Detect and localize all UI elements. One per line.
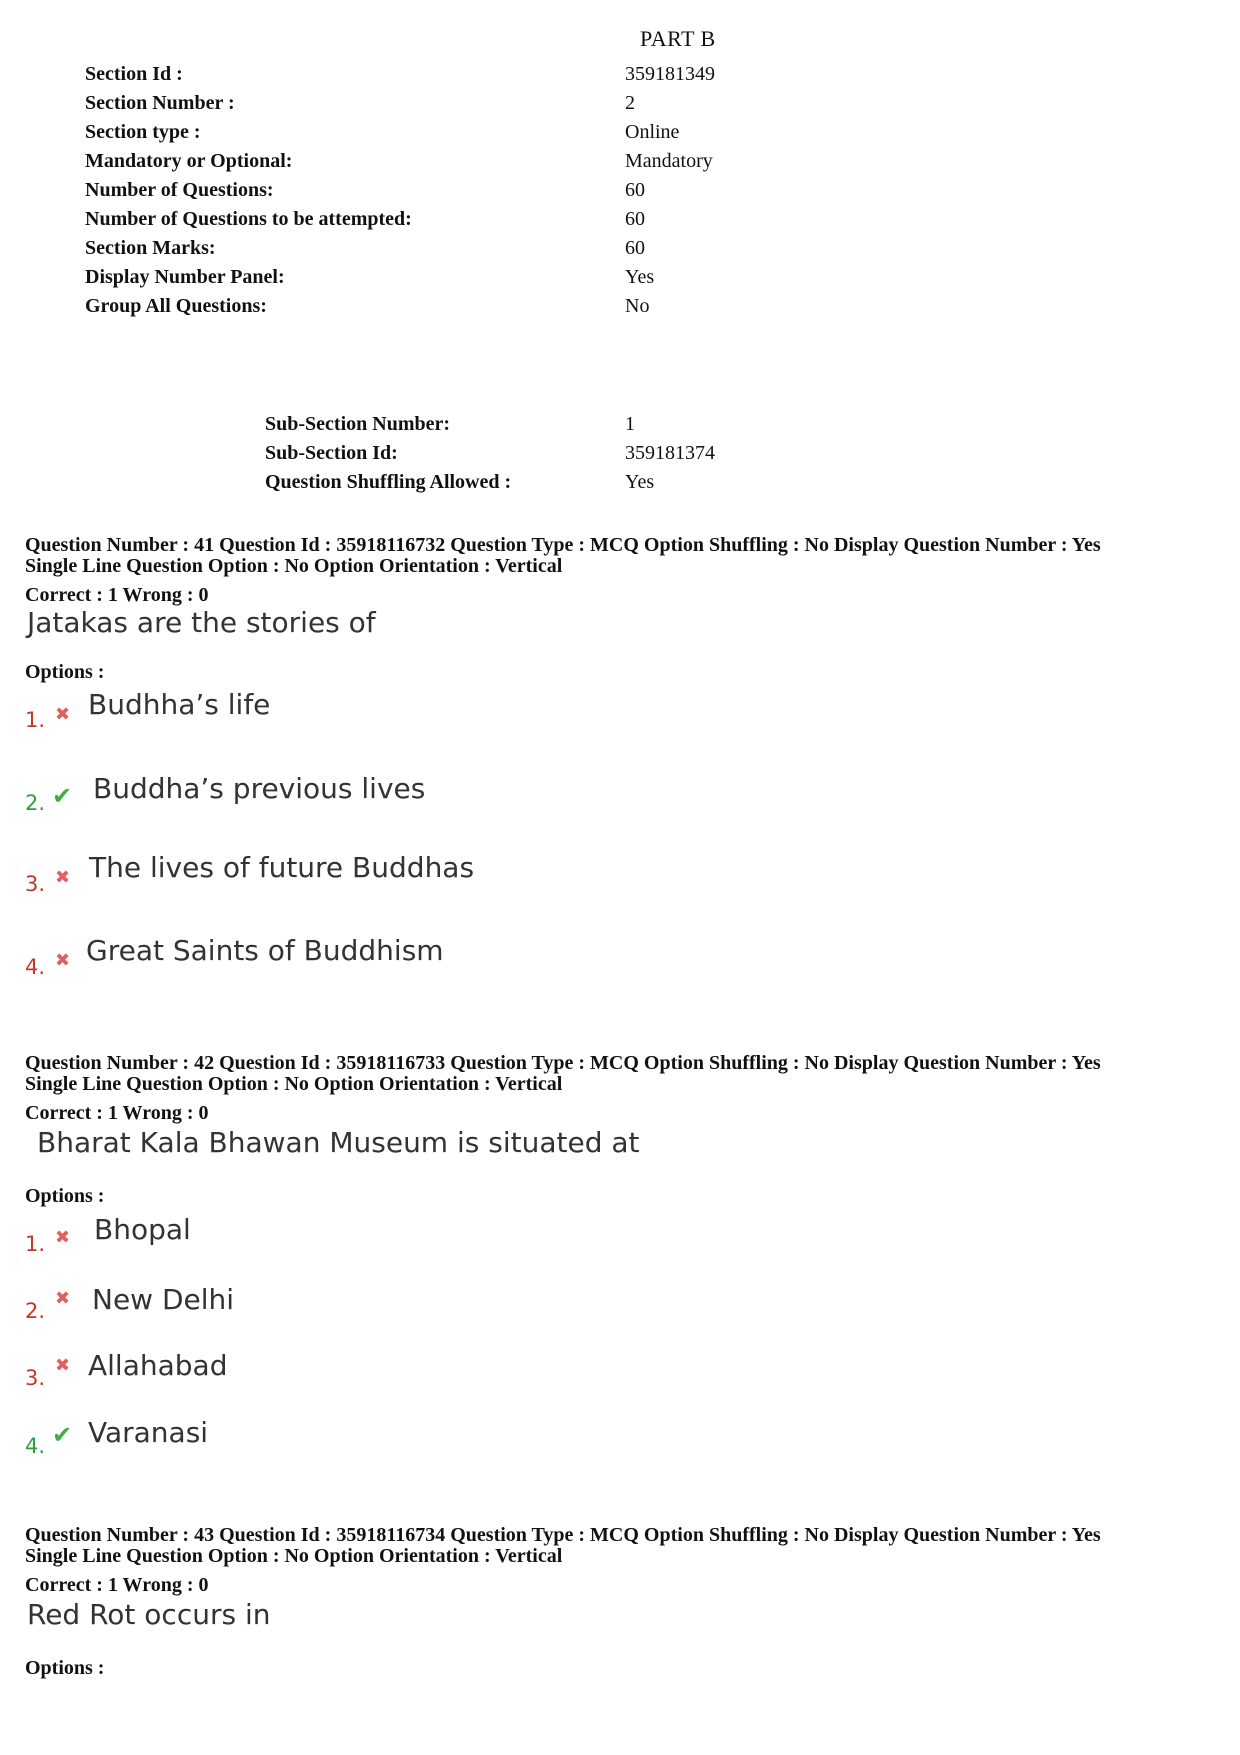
display-panel-label: Display Number Panel: xyxy=(85,266,285,288)
option-text: The lives of future Buddhas xyxy=(89,851,475,884)
question-marks: Correct : 1 Wrong : 0 xyxy=(25,1574,209,1596)
option-number: 2. xyxy=(25,791,46,815)
option-text: Allahabad xyxy=(88,1349,228,1382)
section-number-value: 2 xyxy=(625,92,635,114)
section-id-value: 359181349 xyxy=(625,63,715,85)
section-id-label: Section Id : xyxy=(85,63,183,85)
option-number: 1. xyxy=(25,708,46,732)
question-text: Jatakas are the stories of xyxy=(27,606,376,639)
option-text: Varanasi xyxy=(88,1416,209,1449)
options-label: Options : xyxy=(25,1657,105,1679)
num-questions-value: 60 xyxy=(625,179,645,201)
subsection-id-value: 359181374 xyxy=(625,442,715,464)
question-marks: Correct : 1 Wrong : 0 xyxy=(25,584,209,606)
group-questions-value: No xyxy=(625,295,650,317)
cross-icon: ✖ xyxy=(55,1355,71,1376)
subsection-number-value: 1 xyxy=(625,413,635,435)
option-number: 1. xyxy=(25,1232,46,1256)
check-icon: ✔ xyxy=(52,782,73,810)
cross-icon: ✖ xyxy=(55,1288,71,1309)
option-text: Buddha’s previous lives xyxy=(93,772,426,805)
options-label: Options : xyxy=(25,1185,105,1207)
cross-icon: ✖ xyxy=(55,1227,71,1248)
option-number: 4. xyxy=(25,955,46,979)
option-number: 3. xyxy=(25,1366,46,1390)
question-header-line1: Question Number : 41 Question Id : 35918116732 Question Type : MCQ Option Shuffling : No Display Question Number : Yes xyxy=(25,534,1101,556)
mandatory-label: Mandatory or Optional: xyxy=(85,150,293,172)
section-type-label: Section type : xyxy=(85,121,201,143)
option-number: 2. xyxy=(25,1299,46,1323)
mandatory-value: Mandatory xyxy=(625,150,713,172)
options-label: Options : xyxy=(25,661,105,683)
question-header-line2: Single Line Question Option : No Option Orientation : Vertical xyxy=(25,1545,563,1567)
shuffling-value: Yes xyxy=(625,471,655,493)
option-number: 3. xyxy=(25,872,46,896)
question-text: Red Rot occurs in xyxy=(27,1598,271,1631)
section-type-value: Online xyxy=(625,121,680,143)
num-questions-label: Number of Questions: xyxy=(85,179,274,201)
option-text: Great Saints of Buddhism xyxy=(86,934,444,967)
option-text: New Delhi xyxy=(92,1283,235,1316)
section-marks-value: 60 xyxy=(625,237,645,259)
cross-icon: ✖ xyxy=(55,704,71,725)
question-header-line1: Question Number : 42 Question Id : 35918116733 Question Type : MCQ Option Shuffling : No Display Question Number : Yes xyxy=(25,1052,1101,1074)
subsection-number-label: Sub-Section Number: xyxy=(265,413,451,435)
part-title: PART B xyxy=(640,26,716,51)
num-attempt-value: 60 xyxy=(625,208,645,230)
subsection-id-label: Sub-Section Id: xyxy=(265,442,398,464)
num-attempt-label: Number of Questions to be attempted: xyxy=(85,208,412,230)
option-text: Bhopal xyxy=(94,1213,191,1246)
shuffling-label: Question Shuffling Allowed : xyxy=(265,471,512,493)
cross-icon: ✖ xyxy=(55,950,71,971)
cross-icon: ✖ xyxy=(55,867,71,888)
question-marks: Correct : 1 Wrong : 0 xyxy=(25,1102,209,1124)
section-number-label: Section Number : xyxy=(85,92,235,114)
question-header-line1: Question Number : 43 Question Id : 35918116734 Question Type : MCQ Option Shuffling : No Display Question Number : Yes xyxy=(25,1524,1101,1546)
display-panel-value: Yes xyxy=(625,266,655,288)
group-questions-label: Group All Questions: xyxy=(85,295,267,317)
check-icon: ✔ xyxy=(52,1421,73,1449)
question-text: Bharat Kala Bhawan Museum is situated at xyxy=(37,1126,640,1159)
option-text: Budhha’s life xyxy=(88,688,271,721)
option-number: 4. xyxy=(25,1434,46,1458)
question-header-line2: Single Line Question Option : No Option Orientation : Vertical xyxy=(25,555,563,577)
section-marks-label: Section Marks: xyxy=(85,237,216,259)
question-header-line2: Single Line Question Option : No Option Orientation : Vertical xyxy=(25,1073,563,1095)
